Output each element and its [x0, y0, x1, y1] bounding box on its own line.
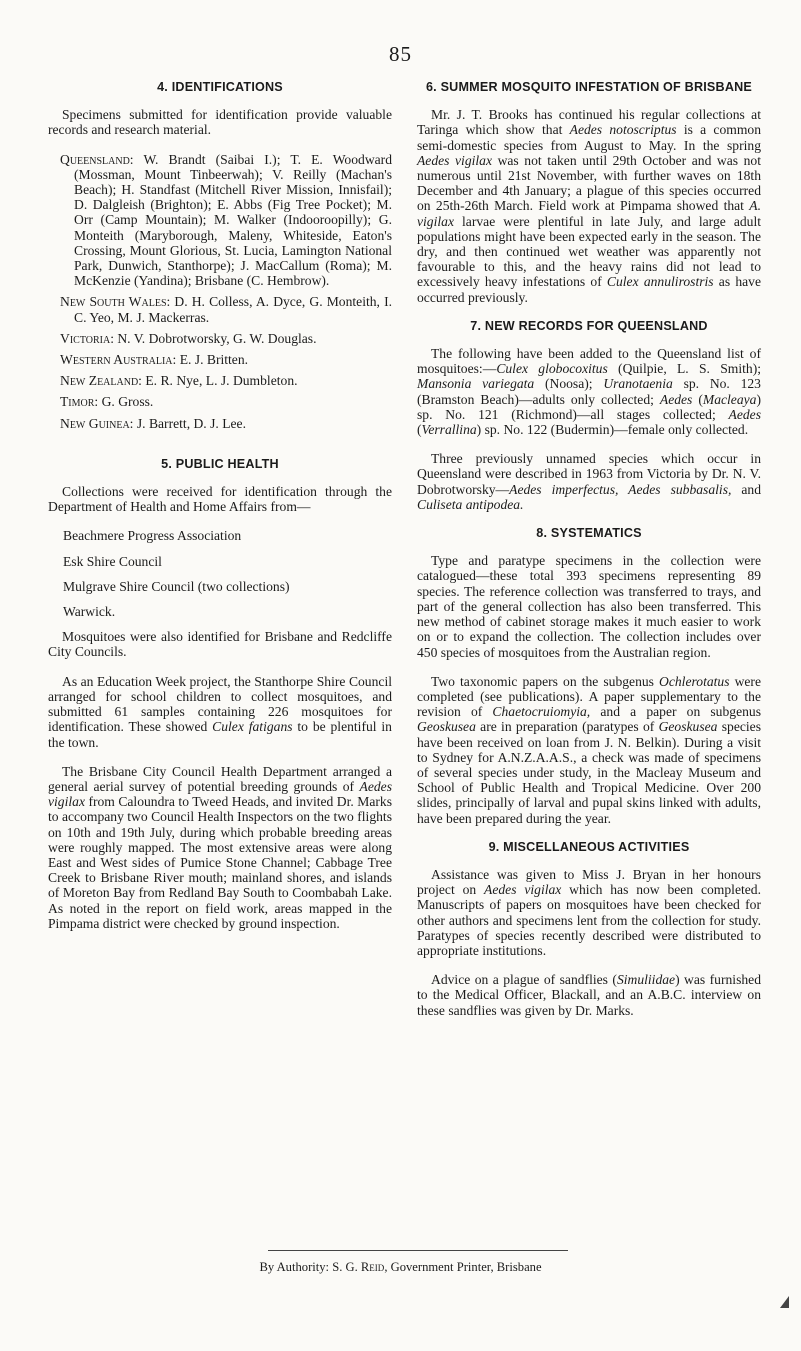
identification-entry: [60, 352, 392, 367]
section-4-heading: 4. IDENTIFICATIONS: [157, 80, 283, 94]
region-label: Victoria:: [60, 330, 114, 346]
region-collectors: G. Gross.: [98, 394, 154, 410]
assistance-paragraph: Assistance was given to Miss J. Bryan in her honours project on Aedes vigilax which has now been completed. Manuscripts of papers on mosquitoes have been checked for other authors and specimens lent from the collection for study. Paratypes of species recently described were distributed to appropriate institutions.: [417, 866, 761, 958]
region-collectors: N. V. Dobrotworsky, G. W. Douglas.: [113, 330, 317, 346]
identification-entry: [60, 373, 392, 388]
section-8-heading: 8. SYSTEMATICS: [536, 526, 642, 541]
type-specimens-paragraph: Type and paratype specimens in the collection were catalogued—these total 393 specimens representing 89 species. The reference collection was transferred to trays, and part of the general collection has also been transferred. This new method of cabinet storage makes it much easier to work on or to expand the collection. The collection includes over 450 species of mosquitoes from the Australian region.: [417, 553, 761, 660]
region-collectors: W. Brandt (Saibai I.); T. E. Woodward (Mossman, Mount Tinbeerwah); V. Reilly (Machan's Beach); H. Standfast (Mitchell River Mission, Innisfail); D. Dalgleish (Brighton); E. Abbs (Fig Tree Pocket); M. Orr (Camp Mountain); M. Walker (Indooroopilly); G. Monteith (Maryborough, Maleny, Whiteside, Eaton's Crossing, Mount Glorious, St. Lucia, Lamington National Park, Dunwich, Stanthorpe); J. MacCallum (Roma); M. McKenzie (Yandina); Brisbane (C. Hembrow).: [74, 151, 392, 289]
identifications-intro: Specimens submitted for identification provide valuable records and research material.: [48, 107, 392, 138]
identification-entry: [60, 152, 392, 289]
list-item: Warwick.: [63, 604, 116, 620]
region-label: New Zealand:: [60, 373, 142, 389]
unnamed-species-paragraph: Three previously unnamed species which occur in Queensland were described in 1963 from Victoria by Dr. N. V. Dobrotworsky—Aedes imperfectus, Aedes subbasalis, and Culiseta antipodea.: [417, 451, 761, 512]
public-health-intro: Collections were received for identification through the Department of Health and Home Affairs from—: [48, 484, 392, 515]
council-list: [48, 528, 392, 619]
identifications-list: [48, 152, 392, 431]
section-6-heading: 6. SUMMER MOSQUITO INFESTATION OF BRISBANE: [425, 80, 753, 94]
region-label: Western Australia:: [60, 352, 177, 368]
region-collectors: E. R. Nye, L. J. Dumbleton.: [141, 373, 298, 389]
region-collectors: D. H. Colless, A. Dyce, G. Monteith, I. C. Yeo, M. J. Mackerras.: [74, 294, 392, 325]
right-column: [417, 80, 761, 1032]
identification-entry: [60, 416, 392, 431]
region-collectors: J. Barrett, D. J. Lee.: [133, 415, 246, 431]
region-label: New South Wales:: [60, 294, 171, 310]
taxonomic-papers-paragraph: Two taxonomic papers on the subgenus Ochlerotatus were completed (see publications). A paper supplementary to the revision of Chaetocruiomyia, and a paper on subgenus Geoskusea are in preparation (paratypes of Geoskusea species have been received on loan from J. N. Belkin). During a visit to Sydney for A.N.Z.A.A.S., a check was made of specimens of several species under study, in the Macleay Museum and School of Public Health and Tropical Medicine. Over 200 slides, principally of larval and pupal skins linked with adults, have been prepared during the year.: [417, 673, 762, 826]
councils-paragraph: Mosquitoes were also identified for Brisbane and Redcliffe City Councils.: [48, 629, 392, 660]
section-7-heading: 7. NEW RECORDS FOR QUEENSLAND: [470, 318, 708, 333]
region-collectors: E. J. Britten.: [176, 352, 249, 368]
page-number: 85: [389, 42, 412, 66]
corner-mark-icon: [780, 1296, 789, 1308]
list-item: Mulgrave Shire Council (two collections): [63, 578, 290, 594]
footer-rule: [268, 1250, 568, 1251]
left-column: [48, 80, 392, 945]
identification-entry: [60, 294, 392, 324]
education-week-paragraph: As an Education Week project, the Stanthorpe Shire Council arranged for school children to collect mosquitoes, and submitted 61 samples containing 226 mosquitoes for identification. These showed Culex fatigans to be plentiful in the town.: [48, 673, 392, 750]
new-records-paragraph: The following have been added to the Queensland list of mosquitoes:—Culex globocoxitus (Quilpie, L. S. Smith); Mansonia variegata (Noosa); Uranotaenia sp. No. 123 (Bramston Beach)—adults only collected; Aedes (Macleaya) sp. No. 121 (Richmond)—all stages collected; Aedes (Verrallina) sp. No. 122 (Budermin)—female only collected.: [417, 346, 761, 438]
section-9-heading: 9. MISCELLANEOUS ACTIVITIES: [488, 839, 690, 854]
sandflies-paragraph: Advice on a plague of sandflies (Simuliidae) was furnished to the Medical Officer, Blackall, and an A.B.C. interview on these sandflies was given by Dr. Marks.: [417, 972, 761, 1018]
identification-entry: [60, 331, 392, 346]
region-label: Queensland:: [60, 151, 134, 167]
section-5-heading: 5. PUBLIC HEALTH: [161, 456, 279, 471]
list-item: Beachmere Progress Association: [63, 528, 242, 544]
region-label: New Guinea:: [60, 415, 134, 431]
printer-imprint: By Authority: S. G. Reid, Government Printer, Brisbane: [259, 1260, 542, 1274]
aerial-survey-paragraph: The Brisbane City Council Health Department arranged a general aerial survey of potential breeding grounds of Aedes vigilax from Caloundra to Tweed Heads, and invited Dr. Marks to accompany two Council Health Inspectors on the two flights on 10th and 19th July, during which probable breeding areas were roughly mapped. The most extensive areas were along East and West sides of Pumice Stone Channel; Cabbage Tree Creek to Brisbane River mouth; mainland shores, and islands of Moreton Bay from Redland Bay South to Coombabah Lake. As noted in the report on field work, areas mapped in the Pimpama district were checked by ground inspection.: [48, 763, 392, 931]
identification-entry: [60, 394, 392, 409]
infestation-paragraph: Mr. J. T. Brooks has continued his regular collections at Taringa which show that Aedes notoscriptus is a common semi-domestic species from August to May. In the spring Aedes vigilax was not taken until 29th October and was not numerous until 21st November, with further waves on 18th December and 4th January; a plague of this species occurred on 25th-26th March. Field work at Pimpama showed that A. vigilax larvae were plentiful in late July, and large adult populations might have been expected early in the season. The dry, and then continued wet weather was apparently not favourable to this, and the heavy rains did not lead to excessively heavy infestations of Culex annulirostris as have occurred previously.: [417, 107, 762, 305]
region-label: Timor:: [60, 394, 99, 410]
list-item: Esk Shire Council: [63, 553, 162, 569]
